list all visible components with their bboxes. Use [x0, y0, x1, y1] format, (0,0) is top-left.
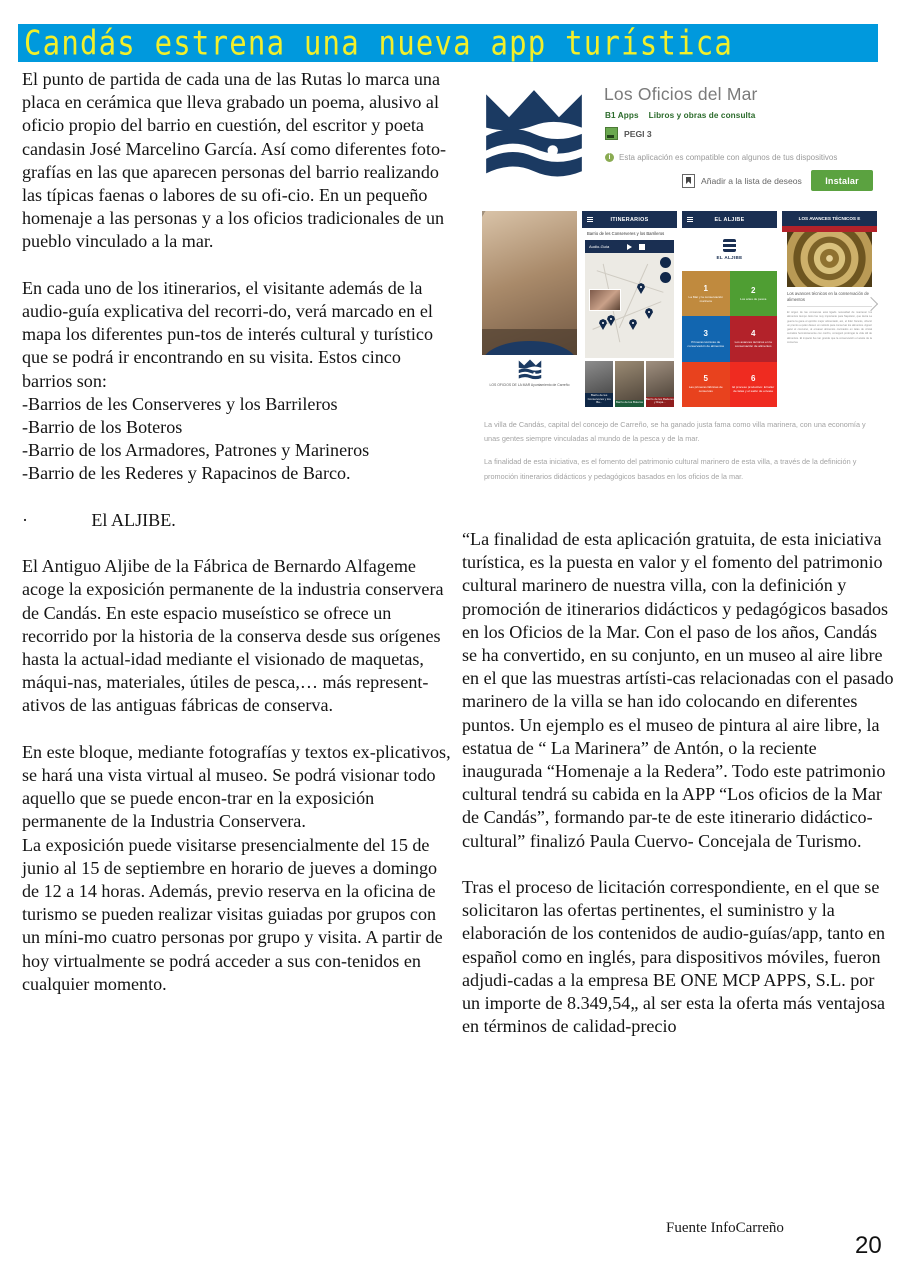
article-body: El origen de las conservas está ligado necesidad de mantener los alimentos tiempo. Esto fue muy importante para Napoleón, que decía La guerra la gana el ejército mejor alimentado, así, el líder francés, ofreció un premio a quién diesen un método para conservar los alimentos. Appert ganó el concurso, al envasar alimentos cocinados en latas de cristal cerrados herméticamente con corcho, consiguió prolongar la vida útil de alimentos. El impacto fue tan grande que la conservación el aceite de la conserva. — [787, 311, 872, 344]
tile-label: La Mar y la conservación marinera — [688, 294, 723, 303]
thumbnail-item[interactable] — [646, 361, 674, 407]
tile-number: 4 — [751, 328, 756, 338]
screenshot-avances-tecnicos[interactable] — [782, 211, 877, 407]
tile-label: Los artes de pesca — [740, 296, 767, 301]
app-bar-title: ITINERARIOS — [610, 216, 649, 223]
menu-icon[interactable] — [587, 217, 593, 222]
map-pin[interactable] — [599, 319, 607, 330]
tile-number: 5 — [703, 374, 708, 384]
left-paragraph-2: En cada uno de los itinerarios, el visitante además de la audio-guía explicativa del recorri-do, verá marcado en el mapa los diferentes pun-tos de interés cultural y turístico que se podrá ir encontrando en su visita. Estos cinco barrios son: — [22, 277, 434, 391]
app-title: Los Oficios del Mar — [604, 84, 758, 104]
screenshot-el-aljibe[interactable] — [682, 211, 777, 407]
divider — [787, 306, 872, 307]
left-text-column — [22, 68, 454, 996]
audio-guide-player[interactable] — [585, 240, 674, 253]
tile-4[interactable] — [730, 316, 778, 361]
tile-5[interactable] — [682, 362, 730, 407]
list-item: -Barrio de los Boteros — [22, 417, 183, 438]
page-number: 20 — [855, 1232, 882, 1259]
description-paragraph-2: La finalidad de esta iniciativa, es el fomento del patrimonio cultural marinero de esta villa, a través de la definición y promoción itinerarios didácticos y pedagógicos basados en los oficios de la mar. — [484, 457, 857, 481]
screenshot-splash[interactable] — [482, 211, 577, 407]
app-bar-title: EL ALJIBE — [714, 216, 745, 223]
compatibility-row — [605, 153, 837, 162]
app-description — [484, 418, 870, 488]
app-bar — [582, 211, 677, 228]
right-text-column — [462, 528, 894, 1038]
locate-icon[interactable] — [660, 257, 671, 268]
audio-guide-label: Audio-Guía — [589, 244, 610, 249]
aljibe-subheading: · El ALJIBE. — [22, 509, 176, 530]
tile-number: 1 — [703, 283, 708, 293]
page-title: Candás estrena una nueva app turística — [24, 22, 734, 63]
screenshot-itinerarios[interactable] — [582, 211, 677, 407]
section-tile-grid[interactable] — [682, 271, 777, 407]
map-pin[interactable] — [607, 315, 615, 326]
install-button[interactable]: Instalar — [811, 170, 873, 191]
aljibe-logo-label: EL ALJIBE — [716, 255, 743, 260]
app-category[interactable]: Libros y obras de consulta — [648, 111, 756, 120]
left-paragraph-3: El Antiguo Aljibe de la Fábrica de Bernardo Alfageme acoge la exposición permanente de la industria conservera de Candás. En este espacio museístico se ofrece un recorrido por la historia de la conserva desde sus orígenes hasta la actual-idad mediante el visionado de maquetas, máqui-nas, materiales, útiles de pesca,… más represent-ativos de las antiguas fábricas de conserva. — [22, 556, 444, 716]
store-header — [474, 70, 878, 208]
screenshot-carousel[interactable] — [482, 211, 878, 407]
play-store-listing-image — [474, 70, 878, 488]
splash-logo-area — [482, 355, 577, 407]
left-paragraph-1: El punto de partida de cada una de las Rutas lo marca una placa en cerámica que lleva grabado un poema, alusivo al oficio propio del barrio en cuestión, del escritor y poeta candasin José Marcelino García. Así como diferentes foto-grafías en las que aparecen personas del barrio realizando las típicas faenas o labores de su ofi-cio. En un pequeño homenaje a las personas y a los oficios tradicionales de un pueblo vinculado a la mar. — [22, 69, 447, 252]
map-pin[interactable] — [629, 319, 637, 330]
itinerary-subtitle: Barrio de les Conserveres y los Barrileros — [587, 231, 665, 236]
layers-icon[interactable] — [660, 272, 671, 283]
right-paragraph-1: “La finalidad de esta aplicación gratuita, de esta iniciativa turística, es la puesta en valor y el fomento del patrimonio cultural marinero de nuestra villa, con la definición y promoción de itinerarios didácticos y pedagógicos basados en los Oficios de la Mar. Con el paso de los años, Candás se ha convertido, en su conjunto, en un museo al aire libre en el que las muestras artísti-cas relacionadas con el pasado marinero de la villa se han ido colocando en diferentes puntos. Un ejemplo es el museo de pintura al aire libre, la estatua de “ La Marinera” de Antón, o la reciente inaugurada “Homenaje a la Redera”. Todo este patrimonio cultural tendrá su cabida en la APP “Los oficios de la Mar de Candás”, formando par-te de este itinerario didáctico-cultural” finalizó Paula Cuervo- Concejala de Turismo. — [462, 529, 894, 851]
tile-number: 3 — [703, 328, 708, 338]
app-bar — [682, 211, 777, 228]
article-image — [787, 232, 872, 287]
map-pin[interactable] — [637, 283, 645, 294]
content-rating-row — [605, 127, 652, 140]
description-paragraph-1: La villa de Candás, capital del concejo de Carreño, se ha ganado justa fama como villa marinera, con una economía y unas gentes siempre vinculadas al mundo de la pesca y de la mar. — [484, 420, 866, 444]
tile-label: El proceso productivo: El taller de latas y el salón de envase — [732, 385, 775, 394]
headline-banner — [18, 24, 878, 62]
tile-number: 6 — [751, 374, 756, 384]
thumbnail-caption: Barrio de les Conserveres y los Ba... — [585, 393, 613, 407]
map-photo-thumbnail[interactable] — [589, 289, 621, 311]
wishlist-label: Añadir a la lista de deseos — [701, 176, 802, 186]
app-developer[interactable]: B1 Apps — [605, 111, 639, 120]
map-view[interactable] — [585, 253, 674, 358]
tile-3[interactable] — [682, 316, 730, 361]
source-credit: Fuente InfoCarreño — [666, 1220, 784, 1236]
app-bar — [782, 211, 877, 226]
compatibility-text: Esta aplicación es compatible con algunos de tus dispositivos — [619, 153, 838, 162]
app-bar-title: LOS AVANCES TÉCNICOS E — [798, 216, 861, 221]
play-icon[interactable] — [627, 244, 632, 250]
tile-label: Los avances técnicos en la conservación de alimentos — [734, 339, 772, 348]
tile-6[interactable] — [730, 362, 778, 407]
splash-caption: LOS OFICIOS DE LA MAR Ayuntamiento de Carreño — [489, 383, 570, 387]
left-paragraph-4: En este bloque, mediante fotografías y textos ex-plicativos, se hará una vista virtual al museo. Se podrá visionar todo aquello que se puede encon-trar en la exposición permanente de la Industria Conservera. — [22, 741, 451, 832]
list-item: -Barrio de les Rederes y Rapacinos de Barco. — [22, 463, 351, 484]
tile-number: 2 — [751, 285, 756, 295]
article-headline: Los avances técnicos en la conservación de alimentos — [787, 291, 869, 303]
thumbnail-item[interactable] — [615, 361, 643, 407]
right-paragraph-2: Tras el proceso de licitación correspondiente, en el que se solicitaron las ofertas pertinentes, el suministro y la elaboración de los contenidos de audio-guías/app, tanto en español como en inglés, para dispositivos móviles, fueron adjudi-cadas a la empresa BE ONE MCP APPS, S.L. por un importe de 8.349,54„ al ser esta la oferta más ventajosa en términos de calidad-precio — [462, 877, 886, 1037]
app-logo-icon — [482, 86, 586, 190]
info-icon: i — [605, 153, 614, 162]
pegi-label: PEGI 3 — [624, 128, 652, 139]
list-item: -Barrio de los Armadores, Patrones y Marineros — [22, 440, 370, 461]
menu-icon[interactable] — [687, 217, 693, 222]
wishlist-button[interactable] — [682, 174, 802, 188]
aljibe-logo-area — [682, 228, 777, 271]
itinerary-thumbnails[interactable] — [585, 361, 674, 407]
tile-2[interactable] — [730, 271, 778, 316]
stop-icon[interactable] — [639, 244, 645, 250]
thumbnail-caption: Barrio de les Rederes y Rapa... — [646, 397, 674, 407]
left-paragraph-5: La exposición puede visitarse presencialmente del 15 de junio al 15 de septiembre en horario de jueves a domingo de 12 a 14 horas. Además, previo reserva en la oficina de turismo se pueden realizar visitas guiadas por grupos con un míni-mo cuatro personas por grupo y visita. A partir de hoy virtualmente se podrá acceder a sus con-tenidos en cualquier momento. — [22, 834, 443, 994]
pegi-icon — [605, 127, 618, 140]
map-road — [619, 264, 649, 328]
map-pin[interactable] — [645, 308, 653, 319]
tile-label: Las primeras fábricas de conservas — [688, 385, 723, 394]
tile-label: Primeras técnicas de conservación de alimentos — [687, 339, 725, 348]
bookmark-icon — [682, 174, 695, 188]
aljibe-mark-icon — [723, 239, 736, 252]
thumbnail-caption: Barrio de los Boteros — [615, 400, 643, 407]
app-logo-icon — [517, 359, 543, 381]
tile-1[interactable] — [682, 271, 730, 316]
app-developer-category — [605, 111, 755, 120]
thumbnail-item[interactable] — [585, 361, 613, 407]
list-item: -Barrios de les Conserveres y los Barrileros — [22, 393, 338, 414]
